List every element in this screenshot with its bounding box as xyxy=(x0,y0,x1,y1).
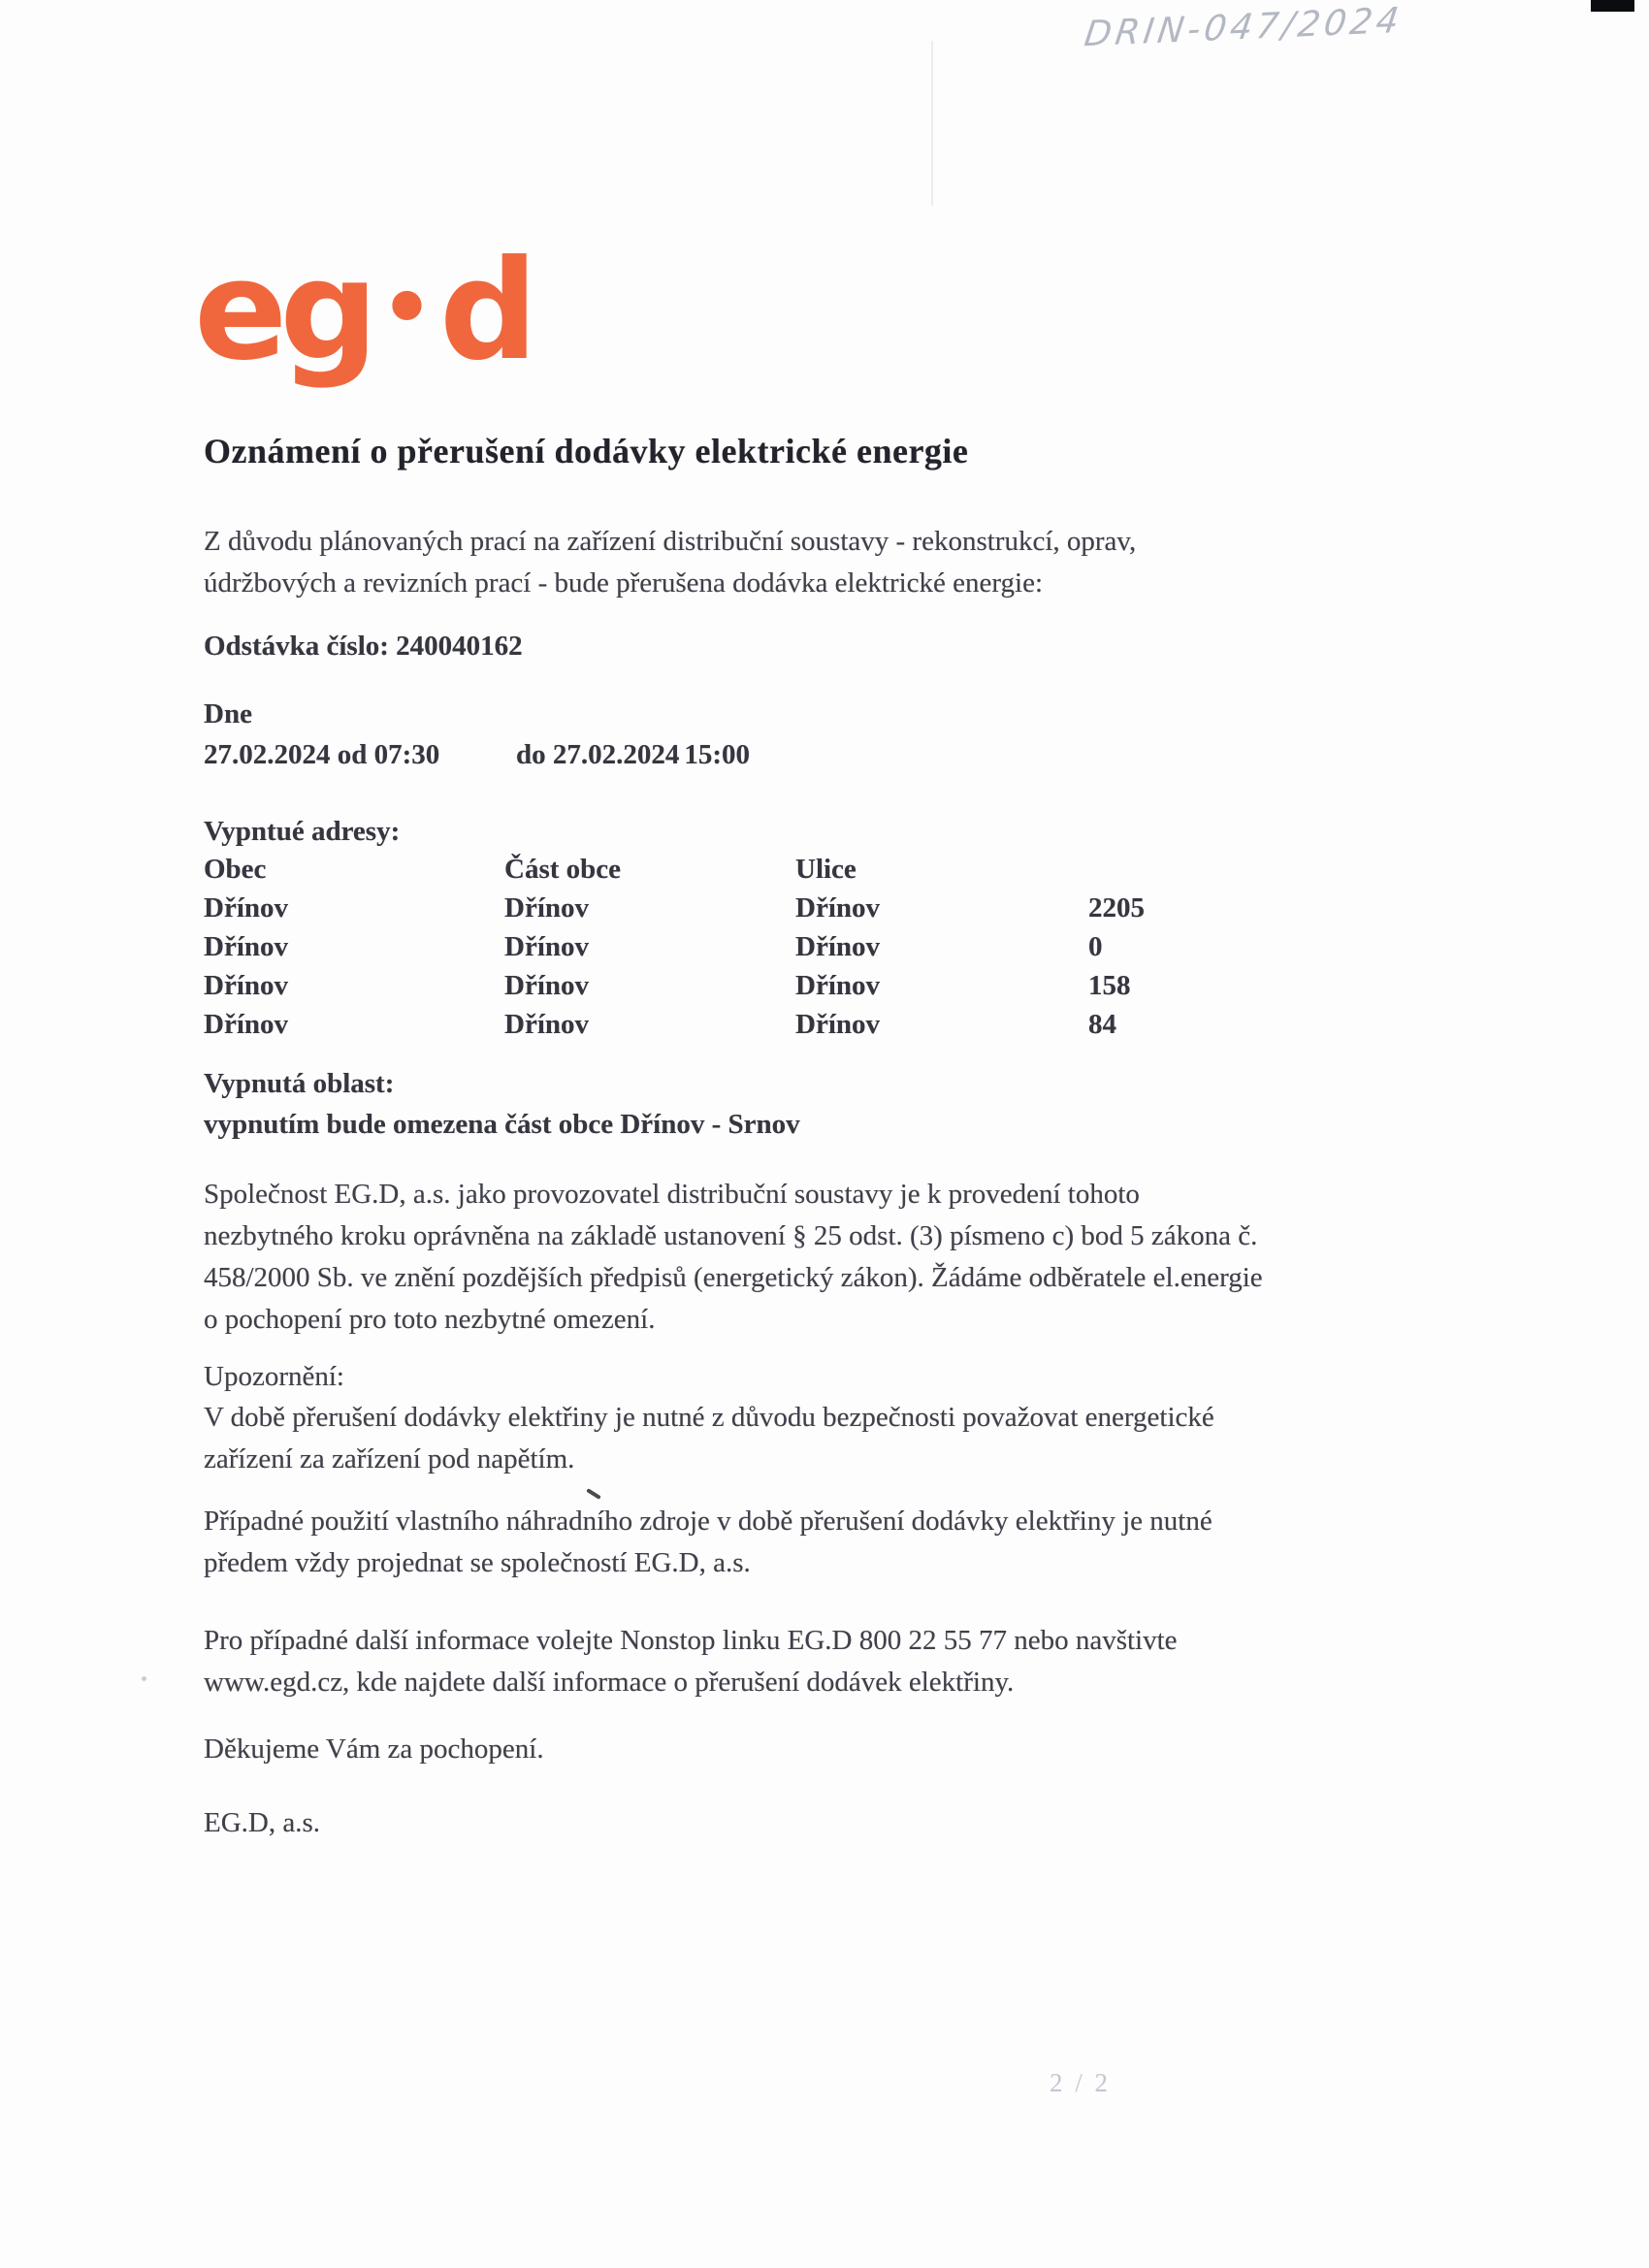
text-line: nezbytného kroku oprávněna na základě ustanovení § 25 odst. (3) písmeno c) bod 5 zákona č. xyxy=(204,1220,1258,1251)
area-text: vypnutím bude omezena část obce Dřínov - Srnov xyxy=(204,1109,800,1140)
logo-dot: • xyxy=(379,260,434,357)
backup-source-paragraph xyxy=(204,1501,1397,1584)
table-cell: Dřínov xyxy=(204,1009,288,1040)
table-cell: Dřínov xyxy=(204,970,288,1001)
text-line: Případné použití vlastního náhradního zdroje v době přerušení dodávky elektřiny je nutné xyxy=(204,1506,1212,1537)
scan-streak-artifact xyxy=(931,41,933,206)
text-line: Pro případné další informace volejte Nonstop linku EG.D 800 22 55 77 nebo navštivte xyxy=(204,1625,1178,1656)
text-line: 458/2000 Sb. ve znění pozdějších předpisů (energetický zákon). Žádáme odběratele el.energie xyxy=(204,1262,1263,1293)
column-header-empty xyxy=(1088,850,1302,889)
warning-paragraph xyxy=(204,1397,1397,1480)
column-header-ulice: Ulice xyxy=(795,854,857,885)
table-cell: 0 xyxy=(1088,931,1103,962)
table-cell: 2205 xyxy=(1088,892,1145,923)
table-cell: Dřínov xyxy=(204,892,288,923)
signature-text: EG.D, a.s. xyxy=(204,1807,321,1838)
table-cell: Dřínov xyxy=(795,931,880,962)
addresses-heading: Vypntué adresy: xyxy=(204,816,401,847)
text-line: Z důvodu plánovaných prací na zařízení distribuční soustavy - rekonstrukcí, oprav, xyxy=(204,526,1137,557)
text-line: Společnost EG.D, a.s. jako provozovatel distribuční soustavy je k provedení tohoto xyxy=(204,1179,1140,1210)
text-line: o pochopení pro toto nezbytné omezení. xyxy=(204,1304,656,1335)
legal-paragraph xyxy=(204,1174,1397,1341)
outage-date-line xyxy=(204,734,1397,776)
column-header-cast-obce: Část obce xyxy=(504,854,622,885)
warning-heading: Upozornění: xyxy=(204,1361,344,1392)
logo-text-d: d xyxy=(438,231,531,391)
page-title: Oznámení o přerušení dodávky elektrické energie xyxy=(204,432,969,470)
text-line: údržbových a revizních prací - bude přerušena dodávka elektrické energie: xyxy=(204,567,1044,599)
table-cell: 84 xyxy=(1088,1009,1116,1040)
text-line: zařízení za zařízení pod napětím. xyxy=(204,1443,575,1474)
table-cell: Dřínov xyxy=(504,1009,589,1040)
outage-date-from: 27.02.2024 od 07:30 xyxy=(204,739,440,770)
table-cell: 158 xyxy=(1088,970,1131,1001)
logo-text-eg: eg xyxy=(194,231,371,391)
scan-dot-artifact xyxy=(142,1676,146,1681)
pen-check-mark xyxy=(586,1488,601,1500)
intro-paragraph xyxy=(204,521,1397,604)
table-cell: Dřínov xyxy=(795,970,880,1001)
outage-date-to-time: 15:00 xyxy=(684,739,751,770)
handwritten-reference: DRIN-047/2024 xyxy=(1082,0,1406,55)
date-heading: Dne xyxy=(204,698,252,729)
table-cell: Dřínov xyxy=(504,970,589,1001)
outage-number: Odstávka číslo: 240040162 xyxy=(204,631,523,662)
page-number: 2 / 2 xyxy=(1050,2068,1112,2097)
text-line: www.egd.cz, kde najdete další informace o přerušení dodávek elektřiny. xyxy=(204,1667,1015,1698)
egd-logo xyxy=(194,231,531,391)
table-cell: Dřínov xyxy=(204,931,288,962)
table-cell: Dřínov xyxy=(795,892,880,923)
outage-date-to: do 27.02.2024 xyxy=(516,739,680,770)
table-cell: Dřínov xyxy=(795,1009,880,1040)
area-heading: Vypnutá oblast: xyxy=(204,1068,395,1099)
column-header-obec: Obec xyxy=(204,854,267,885)
text-line: předem vždy projednat se společností EG.D, a.s. xyxy=(204,1547,751,1578)
table-cell: Dřínov xyxy=(504,892,589,923)
text-line: V době přerušení dodávky elektřiny je nutné z důvodu bezpečnosti považovat energetické xyxy=(204,1402,1214,1433)
contact-paragraph xyxy=(204,1620,1397,1703)
scan-corner-artifact xyxy=(1591,0,1634,12)
addresses-table xyxy=(204,850,1302,1044)
table-cell: Dřínov xyxy=(504,931,589,962)
thanks-text: Děkujeme Vám za pochopení. xyxy=(204,1733,544,1765)
